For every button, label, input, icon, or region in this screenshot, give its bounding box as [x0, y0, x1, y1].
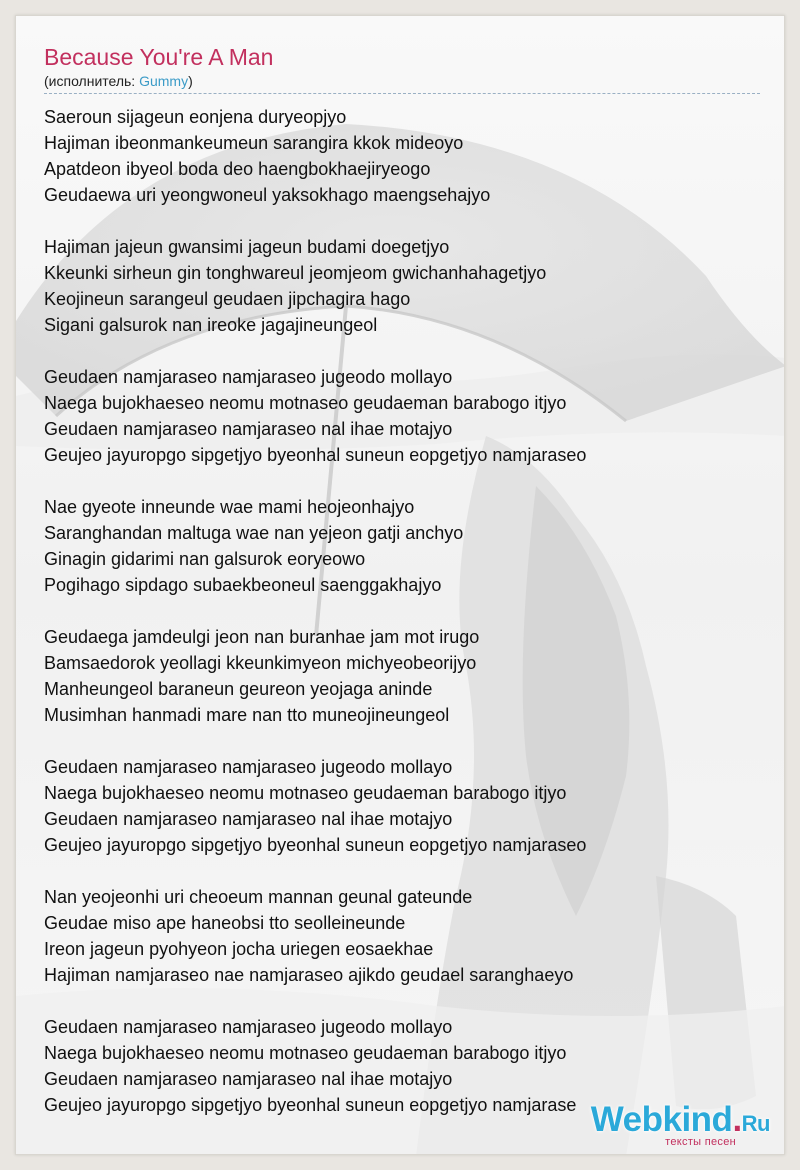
lyrics-stanza — [44, 884, 760, 988]
lyrics-card — [15, 15, 785, 1155]
lyrics-body — [44, 104, 760, 1118]
lyrics-stanza — [44, 364, 760, 468]
artist-prefix: (исполнитель: — [44, 73, 140, 89]
lyric-line: Apatdeon ibyeol boda deo haengbokhaejiryeogo — [44, 159, 431, 179]
lyric-line: Ireon jageun pyohyeon jocha uriegen eosaekhae — [44, 939, 434, 959]
lyric-line: Geudae miso ape haneobsi tto seolleineunde — [44, 913, 406, 933]
lyric-line: Hajiman ibeonmankeumeun sarangira kkok mideoyo — [44, 133, 464, 153]
lyrics-stanza — [44, 624, 760, 728]
lyric-line: Hajiman jajeun gwansimi jageun budami doegetjyo — [44, 237, 450, 257]
lyric-line: Geudaen namjaraseo namjaraseo jugeodo mollayo — [44, 1017, 453, 1037]
song-title: Because You're A Man — [44, 44, 274, 70]
lyric-line: Naega bujokhaeseo neomu motnaseo geudaeman barabogo itjyo — [44, 1043, 567, 1063]
lyric-line: Manheungeol baraneun geureon yeojaga aninde — [44, 679, 433, 699]
lyric-line: Geujeo jayuropgo sipgetjyo byeonhal suneun eopgetjyo namjaraseo — [44, 445, 587, 465]
lyric-line: Sigani galsurok nan ireoke jagajineungeol — [44, 315, 378, 335]
lyric-line: Saeroun sijageun eonjena duryeopjyo — [44, 107, 347, 127]
lyric-line: Hajiman namjaraseo nae namjaraseo ajikdo geudael saranghaeyo — [44, 965, 574, 985]
webkind-logo: Webkind.Ru — [590, 1100, 770, 1139]
lyric-line: Geudaen namjaraseo namjaraseo nal ihae motajyo — [44, 809, 453, 829]
lyric-line: Naega bujokhaeseo neomu motnaseo geudaeman barabogo itjyo — [44, 783, 567, 803]
lyric-line: Geudaen namjaraseo namjaraseo nal ihae motajyo — [44, 419, 453, 439]
lyrics-stanza — [44, 104, 760, 208]
lyric-line: Geudaen namjaraseo namjaraseo jugeodo mollayo — [44, 757, 453, 777]
lyric-line: Geujeo jayuropgo sipgetjyo byeonhal suneun eopgetjyo namjaraseo — [44, 835, 587, 855]
lyric-line: Geudaega jamdeulgi jeon nan buranhae jam mot irugo — [44, 627, 480, 647]
lyrics-stanza — [44, 494, 760, 598]
lyric-line: Keojineun sarangeul geudaen jipchagira hago — [44, 289, 411, 309]
artist-link[interactable]: Gummy — [139, 73, 189, 89]
lyric-line: Ginagin gidarimi nan galsurok eoryeowo — [44, 549, 366, 569]
lyric-line: Geudaewa uri yeongwoneul yaksokhago maengsehajyo — [44, 185, 491, 205]
lyric-line: Bamsaedorok yeollagi kkeunkimyeon michyeobeorijyo — [44, 653, 477, 673]
artist-suffix: ) — [188, 73, 193, 89]
site-watermark — [591, 1102, 770, 1148]
logo-tagline: тексты песен — [665, 1136, 736, 1148]
lyric-line: Pogihago sipdago subaekbeoneul saenggakhajyo — [44, 575, 442, 595]
lyric-line: Geujeo jayuropgo sipgetjyo byeonhal suneun eopgetjyo namjarase — [44, 1095, 577, 1115]
lyric-line: Geudaen namjaraseo namjaraseo jugeodo mollayo — [44, 367, 453, 387]
lyrics-stanza — [44, 754, 760, 858]
lyric-line: Musimhan hanmadi mare nan tto muneojineungeol — [44, 705, 450, 725]
lyric-line: Saranghandan maltuga wae nan yejeon gatji anchyo — [44, 523, 464, 543]
lyric-line: Nae gyeote inneunde wae mami heojeonhajyo — [44, 497, 415, 517]
lyric-line: Kkeunki sirheun gin tonghwareul jeomjeom gwichanhahagetjyo — [44, 263, 547, 283]
lyrics-stanza — [44, 234, 760, 338]
lyric-line: Naega bujokhaeseo neomu motnaseo geudaeman barabogo itjyo — [44, 393, 567, 413]
lyrics-content — [44, 44, 760, 1144]
lyric-line: Geudaen namjaraseo namjaraseo nal ihae motajyo — [44, 1069, 453, 1089]
artist-line — [44, 72, 760, 94]
lyric-line: Nan yeojeonhi uri cheoeum mannan geunal gateunde — [44, 887, 473, 907]
